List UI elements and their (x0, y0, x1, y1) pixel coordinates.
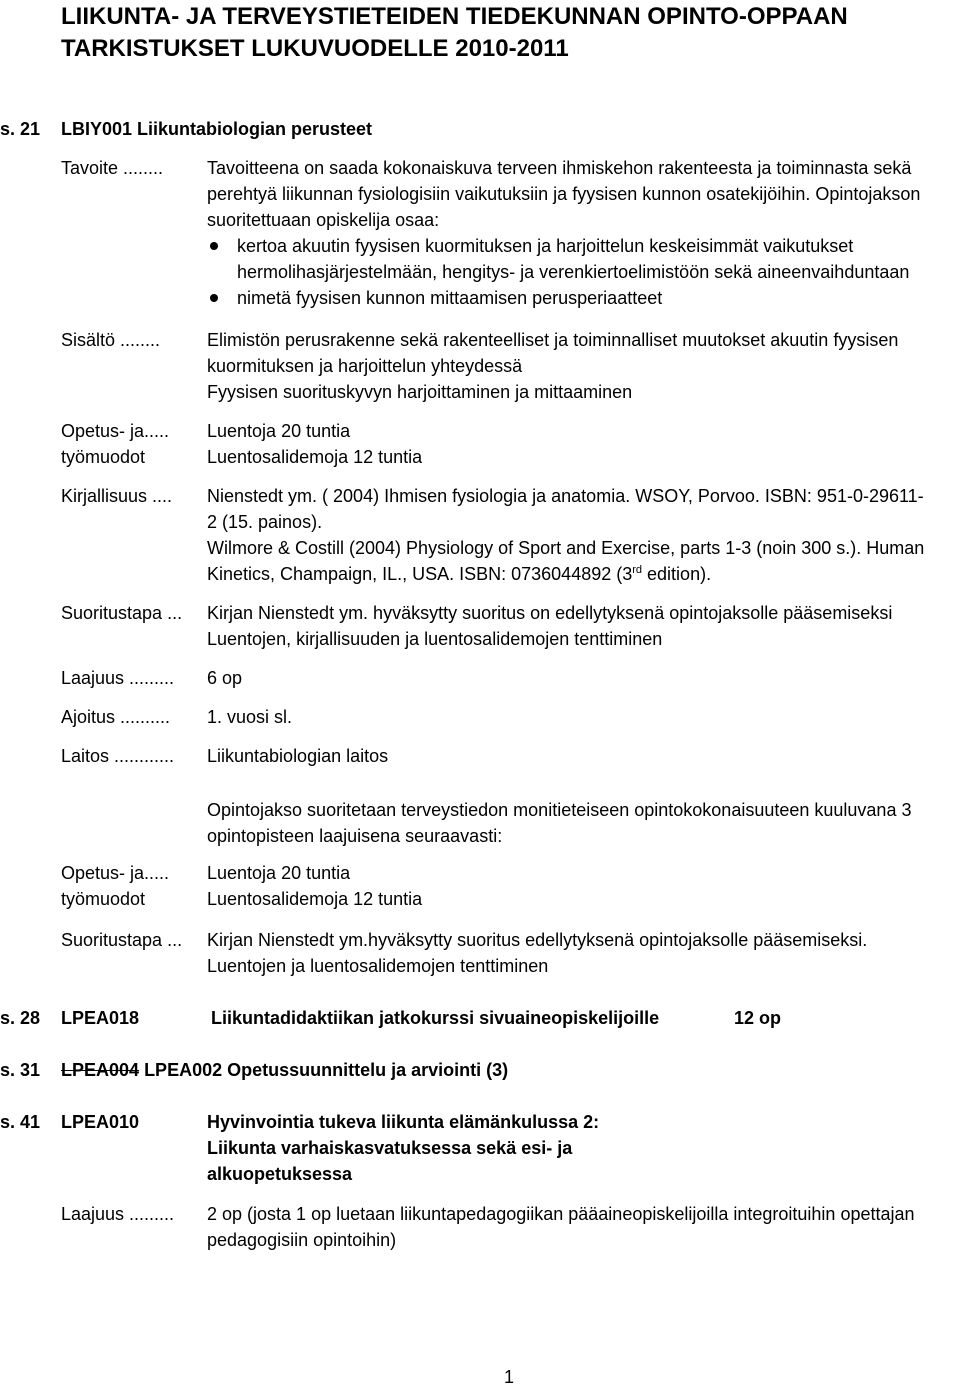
document-title-line1: LIIKUNTA- JA TERVEYSTIETEIDEN TIEDEKUNNAN OPINTO-OPPAAN (61, 3, 848, 30)
kirjallisuus-line4-sup: rd (632, 564, 643, 576)
kirjallisuus-line1: Nienstedt ym. ( 2004) Ihmisen fysiologia ja anatomia. WSOY, Porvoo. ISBN: 951-0-29611- (207, 486, 924, 506)
sisalto-line1: Elimistön perusrakenne sekä rakenteelliset ja toiminnalliset muutokset akuutin fyysisen (207, 330, 899, 350)
kirjallisuus-line4b: edition). (642, 564, 712, 584)
course3-title: LPEA002 Opetussuunnittelu ja arviointi (3) (144, 1060, 509, 1080)
bullet-dot-1 (210, 242, 218, 250)
suoritustapa2-line1: Kirjan Nienstedt ym.hyväksytty suoritus edellytyksenä opintojaksolle pääsemiseksi. (207, 930, 868, 950)
course4-title-line1: Hyvinvointia tukeva liikunta elämänkulussa 2: (207, 1112, 600, 1132)
tavoite-line1: Tavoitteena on saada kokonaiskuva terveen ihmiskehon rakenteesta ja toiminnasta sekä (207, 158, 912, 178)
course4-page: s. 41 (0, 1112, 41, 1132)
note-line1: Opintojakso suoritetaan terveystiedon monitieteiseen opintokokonaisuuteen kuuluvana 3 (207, 800, 912, 820)
kirjallisuus-line4a: Kinetics, Champaign, IL., USA. ISBN: 0736044892 (3 (207, 564, 633, 584)
course3-old-code: LPEA004 (61, 1060, 140, 1080)
bullet1-line1: kertoa akuutin fyysisen kuormituksen ja harjoittelun keskeisimmät vaikutukset (237, 236, 854, 256)
opetus2-line2: Luentosalidemoja 12 tuntia (207, 889, 423, 909)
course2-credits: 12 op (734, 1008, 782, 1028)
kirjallisuus-label: Kirjallisuus .... (61, 486, 173, 506)
course1-page: s. 21 (0, 119, 41, 139)
sisalto-line3: Fyysisen suorituskyvyn harjoittaminen ja mittaaminen (207, 382, 633, 402)
course2-page: s. 28 (0, 1008, 41, 1028)
ajoitus-value: 1. vuosi sl. (207, 707, 293, 727)
laitos-label: Laitos ............ (61, 746, 175, 766)
course4-laajuus-line2: pedagogisiin opintoihin) (207, 1230, 397, 1250)
bullet2-line: nimetä fyysisen kunnon mittaamisen perusperiaatteet (237, 288, 663, 308)
kirjallisuus-line3: Wilmore & Costill (2004) Physiology of Sport and Exercise, parts 1-3 (noin 300 s.). Human (207, 538, 925, 558)
course4-code: LPEA010 (61, 1112, 140, 1132)
laitos-value: Liikuntabiologian laitos (207, 746, 389, 766)
course3-page: s. 31 (0, 1060, 41, 1080)
sisalto-label: Sisältö ........ (61, 330, 161, 350)
suoritustapa-line1: Kirjan Nienstedt ym. hyväksytty suoritus on edellytyksenä opintojaksolle pääsemiseksi (207, 603, 893, 623)
laajuus-value: 6 op (207, 668, 243, 688)
course3-heading (61, 1057, 508, 1083)
suoritustapa-label: Suoritustapa ... (61, 603, 183, 623)
document-title-line2: TARKISTUKSET LUKUVUODELLE 2010-2011 (61, 35, 569, 62)
course4-laajuus-line1: 2 op (josta 1 op luetaan liikuntapedagogiikan pääaineopiskelijoilla integroituihin opettajan (207, 1204, 915, 1224)
kirjallisuus-line4 (207, 561, 711, 587)
note-line2: opintopisteen laajuisena seuraavasti: (207, 826, 503, 846)
opetus-label-line1: Opetus- ja..... (61, 421, 170, 441)
tavoite-line3: suoritettuaan opiskelija osaa: (207, 210, 440, 230)
course4-title-line3: alkuopetuksessa (207, 1164, 353, 1184)
bullet1-line2: hermolihasjärjestelmään, hengitys- ja verenkiertoelimistöön sekä aineenvaihduntaan (237, 262, 910, 282)
ajoitus-label: Ajoitus .......... (61, 707, 171, 727)
course2-code: LPEA018 (61, 1008, 140, 1028)
tavoite-line2: perehtyä liikunnan fysiologisiin vaikutuksiin ja fyysisen kunnon osatekijöihin. Opintojakson (207, 184, 921, 204)
bullet-dot-2 (210, 294, 218, 302)
opetus2-line1: Luentoja 20 tuntia (207, 863, 351, 883)
suoritustapa2-line2: Luentojen ja luentosalidemojen tenttiminen (207, 956, 549, 976)
course1-code-title: LBIY001 Liikuntabiologian perusteet (61, 119, 373, 139)
opetus2-label-line1: Opetus- ja..... (61, 863, 170, 883)
opetus-line2: Luentosalidemoja 12 tuntia (207, 447, 423, 467)
page-number: 1 (504, 1367, 515, 1387)
tavoite-label: Tavoite ........ (61, 158, 164, 178)
opetus-label-line2: työmuodot (61, 447, 146, 467)
opetus2-label-line2: työmuodot (61, 889, 146, 909)
suoritustapa2-label: Suoritustapa ... (61, 930, 183, 950)
opetus-line1: Luentoja 20 tuntia (207, 421, 351, 441)
sisalto-line2: kuormituksen ja harjoittelun yhteydessä (207, 356, 523, 376)
course4-title-line2: Liikunta varhaiskasvatuksessa sekä esi- ja (207, 1138, 573, 1158)
laajuus-label: Laajuus ......... (61, 668, 175, 688)
kirjallisuus-line2: 2 (15. painos). (207, 512, 323, 532)
suoritustapa-line2: Luentojen, kirjallisuuden ja luentosalidemojen tenttiminen (207, 629, 663, 649)
course2-title: Liikuntadidaktiikan jatkokurssi sivuaineopiskelijoille (211, 1008, 660, 1028)
course4-laajuus-label: Laajuus ......... (61, 1204, 175, 1224)
